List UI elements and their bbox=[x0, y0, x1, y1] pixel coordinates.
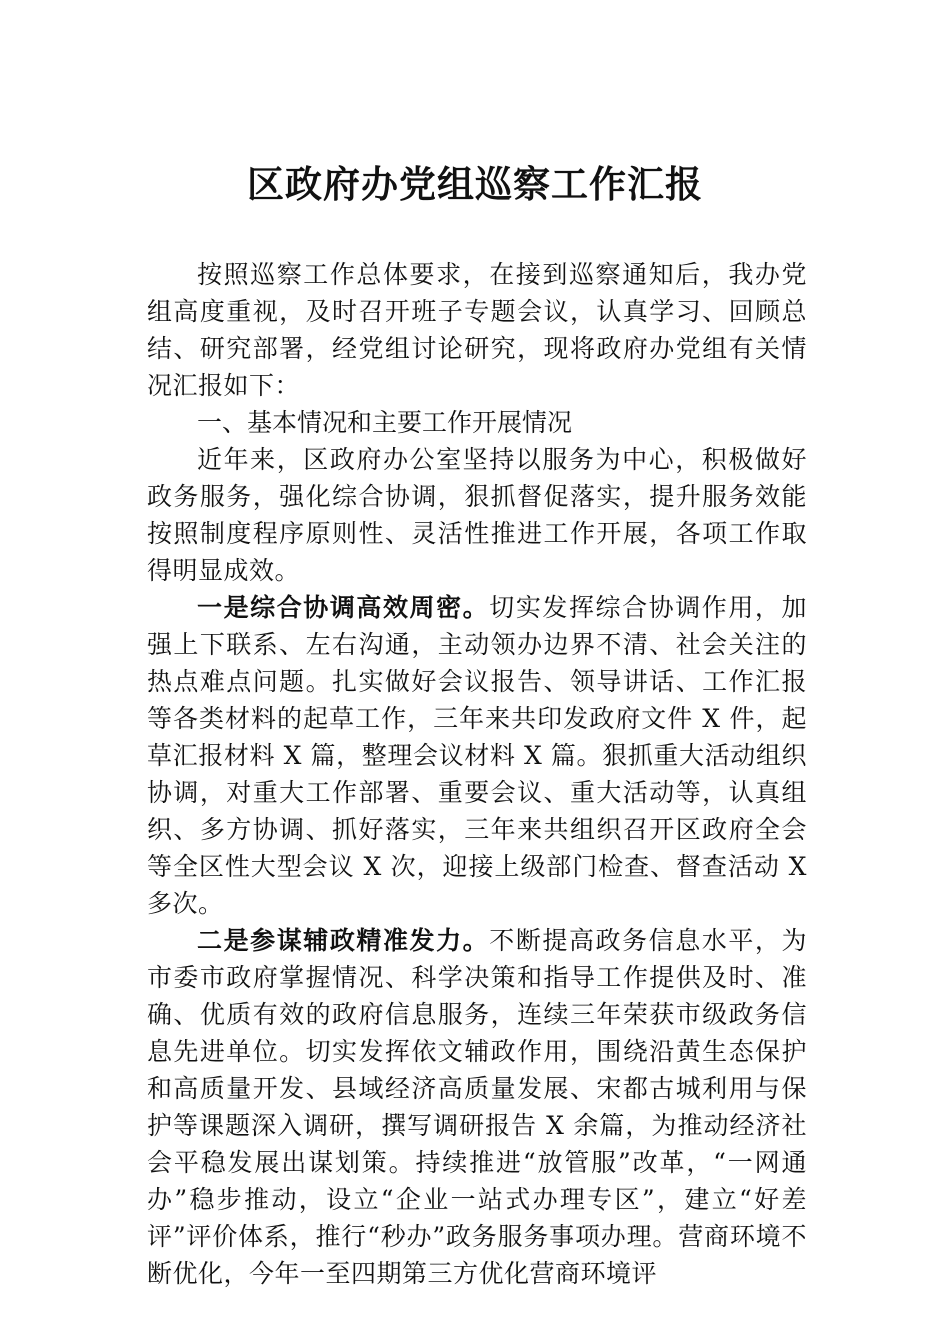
item-paragraph-2 bbox=[147, 922, 807, 1292]
document-title: 区政府办党组巡察工作汇报 bbox=[247, 162, 703, 206]
item-lead-1: 一是综合协调高效周密。 bbox=[197, 593, 490, 622]
item-paragraph-1 bbox=[147, 589, 807, 922]
item-lead-2: 二是参谋辅政精准发力。 bbox=[197, 926, 490, 955]
item-text-1: 切实发挥综合协调作用，加强上下联系、左右沟通，主动领办边界不清、社会关注的热点难点问题。扎实做好会议报告、领导讲话、工作汇报等各类材料的起草工作，三年来共印发政府文件 X 件，起草汇报材料 X 篇，整理会议材料 X 篇。狠抓重大活动组织协调，对重大工作部署、重要会议、重大活动等，认真组织、多方协调、抓好落实，三年来共组织召开区政府全会等全区性大型会议 X 次，迎接上级部门检查、督查活动 X 多次。 bbox=[147, 593, 807, 918]
item-text-2: 不断提高政务信息水平，为市委市政府掌握情况、科学决策和指导工作提供及时、准确、优质有效的政府信息服务，连续三年荣获市级政务信息先进单位。切实发挥依文辅政作用，围绕沿黄生态保护和高质量开发、县域经济高质量发展、宋都古城利用与保护等课题深入调研，撰写调研报告 X 余篇，为推动经济社会平稳发展出谋划策。持续推进“放管服”改革，“一网通办”稳步推动，设立“企业一站式办理专区”，建立“好差评”评价体系，推行“秒办”政务服务事项办理。营商环境不断优化，今年一至四期第三方优化营商环境评 bbox=[147, 926, 807, 1288]
section-heading: 一、基本情况和主要工作开展情况 bbox=[197, 408, 573, 437]
section-paragraph: 近年来，区政府办公室坚持以服务为中心，积极做好政务服务，强化综合协调，狠抓督促落实，提升服务效能按照制度程序原则性、灵活性推进工作开展，各项工作取得明显成效。 bbox=[147, 445, 807, 585]
intro-paragraph: 按照巡察工作总体要求，在接到巡察通知后，我办党组高度重视，及时召开班子专题会议，认真学习、回顾总结、研究部署，经党组讨论研究，现将政府办党组有关情况汇报如下： bbox=[147, 260, 807, 400]
document-body bbox=[147, 256, 807, 1292]
